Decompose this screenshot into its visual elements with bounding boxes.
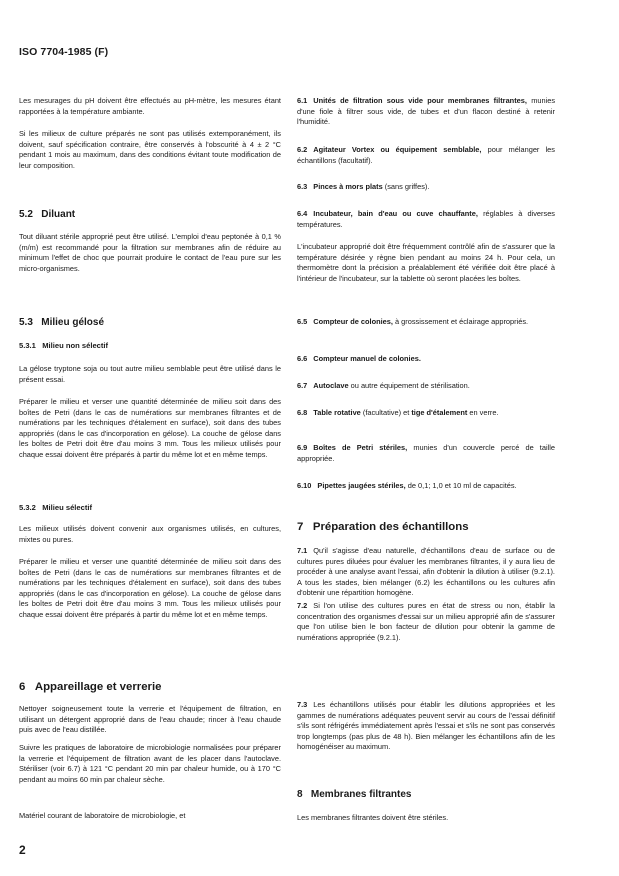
paragraph-incubateur: L'incubateur approprié doit être fréquemment contrôlé afin de s'assurer que la température désirée y règne bien pendant au moins 24 h. Pour cela, un thermomètre dont la précision a préalablement été vérifiée doit être placé à l'intérieur de l'incubateur, sur la tablette où seront placées les boîtes. (297, 242, 555, 283)
section-number: 7 (297, 521, 304, 533)
document-header: ISO 7704-1985 (F) (19, 46, 109, 58)
item-6-10: 6.10 Pipettes jaugées stériles, de 0,1; 1,0 et 10 ml de capacités. (297, 481, 517, 490)
paragraph-tryptone: La gélose tryptone soja ou tout autre milieu semblable peut être utilisé dans le présent essai. (19, 364, 281, 384)
item-6-6: 6.6 Compteur manuel de colonies. (297, 354, 421, 363)
item-6-8: 6.8 Table rotative (facultative) et tige d'étalement en verre. (297, 408, 499, 417)
section-title: Diluant (41, 209, 76, 220)
section-number: 5.3 (19, 317, 33, 328)
paragraph-membranes: Les membranes filtrantes doivent être stériles. (297, 813, 449, 822)
section-heading-8 (297, 789, 412, 800)
subsection-number: 5.3.1 (19, 341, 36, 350)
paragraph-7-3: 7.3 Les échantillons utilisés pour établir les dilutions appropriées et les gammes de numérations adéquates peuvent servir au cours de l'essai définitif s'ils sont réfrigérés immédiatement après l'essai et s'ils ne sont pas conservés trop longtemps (pas plus de 48 h). Bien mélanger les échantillons afin de les homogénéiser au maximum. (297, 700, 555, 752)
paragraph-milieux-utilises: Les milieux utilisés doivent convenir aux organismes utilisés, en cultures, mixtes ou pures. (19, 524, 281, 544)
paragraph-preparation-non-selectif: Préparer le milieu et verser une quantité déterminée de milieu soit dans des boîtes de Petri (dans le cas de numérations sur membranes filtrantes et de numérations par les techniques d'étalement en surface), soit dans des tubes appropriés (dans le cas d'incorporation en gélose). La couche de gélose dans les boîtes de Petri doit être d'au moins 3 mm. Tous les milieux utilisés pour chaque essai doivent être préparés à partir du même lot et en même temps. (19, 397, 281, 459)
section-heading-5-3 (19, 317, 104, 328)
subsection-heading-5-3-2 (19, 503, 92, 512)
paragraph-nettoyage: Nettoyer soigneusement toute la verrerie et l'équipement de filtration, en utilisant un détergent approprié dans de l'eau chaude; rincer à l'eau chaude puis avec de l'eau distillée. (19, 704, 281, 735)
paragraph-diluant: Tout diluant stérile approprié peut être utilisé. L'emploi d'eau peptonée à 0,1 % (m/m) est recommandé pour la filtration sur membranes afin de réduire au minimum l'effet de choc que pourrait produire le contact de l'eau pure sur les micro-organismes. (19, 232, 281, 273)
item-6-1: 6.1 Unités de filtration sous vide pour membranes filtrantes, munies d'une fiole à filtrer sous vide, de tubes et d'un flacon destiné à retenir l'humidité. (297, 96, 556, 127)
section-number: 6 (19, 681, 26, 693)
section-heading-6 (19, 681, 161, 693)
item-6-2: 6.2 Agitateur Vortex ou équipement semblable, pour mélanger les échantillons (facultatif). (297, 145, 555, 165)
paragraph-materiel: Matériel courant de laboratoire de microbiologie, et (19, 811, 186, 820)
section-title: Milieu gélosé (41, 317, 105, 328)
item-6-3: 6.3 Pinces à mors plats (sans griffes). (297, 182, 430, 191)
paragraph-7-1: 7.1 Qu'il s'agisse d'eau naturelle, d'échantillons d'eau de surface ou de cultures pures diluées pour évaluer les membranes filtrantes, il y aura lieu de procéder à une analyse avant l'essai, afin d'obtenir la dilution à utiliser (9.2.1). A tous les stades, bien mélanger (6.2) les échantillons ou les cultures afin d'obtenir une répartition homogène. (297, 546, 555, 598)
subsection-title: Milieu sélectif (42, 503, 93, 512)
paragraph-7-2: 7.2 Si l'on utilise des cultures pures en état de stress ou non, établir la concentration des organismes d'essai sur un milieu approprié afin de s'assurer que l'on utilise bien le bon facteur de dilution pour obtenir la gamme de numérations appropriée (9.2.1). (297, 601, 555, 642)
section-title: Préparation des échantillons (312, 521, 469, 533)
section-title: Membranes filtrantes (310, 789, 412, 800)
item-6-9: 6.9 Boîtes de Petri stériles, munies d'un couvercle percé de taille appropriée. (297, 443, 555, 463)
section-number: 5.2 (19, 209, 33, 220)
paragraph-ph: Les mesurages du pH doivent être effectués au pH-mètre, les mesures étant rapportées à la température ambiante. (19, 96, 281, 116)
paragraph-sterilisation: Suivre les pratiques de laboratoire de microbiologie normalisées pour préparer la verrerie et l'équipement de filtration avant de les placer dans l'autoclave. Stériliser (voir 6.7) à 121 °C pendant 20 min par chaleur humide, ou à 170 °C pendant au moins 60 min par chaleur sèche. (19, 743, 281, 784)
section-title: Appareillage et verrerie (34, 681, 162, 693)
subsection-heading-5-3-1 (19, 341, 108, 350)
paragraph-preparation-selectif: Préparer le milieu et verser une quantité déterminée de milieu soit dans des boîtes de Petri (dans le cas de numérations sur membranes filtrantes et de numérations par les techniques d'étalement en surface), soit dans des tubes appropriés (dans le cas d'incorporation en gélose). La couche de gélose dans les boîtes de Petri doit être d'au moins 3 mm. Tous les milieux utilisés pour chaque essai doivent être préparés à partir du même lot et en même temps. (19, 557, 281, 619)
page-number: 2 (19, 843, 26, 857)
item-6-4: 6.4 Incubateur, bain d'eau ou cuve chauffante, réglables à diverses températures. (297, 209, 556, 229)
paragraph-storage: Si les milieux de culture préparés ne sont pas utilisés extemporanément, ils doivent, sauf spécification contraire, être conservés à l'obscurité à 4 ± 2 °C pendant 1 mois au maximum, dans des conditions évitant toute modification de leur composition. (19, 129, 281, 170)
subsection-title: Milieu non sélectif (42, 341, 109, 350)
section-number: 8 (297, 789, 303, 800)
item-6-7: 6.7 Autoclave ou autre équipement de stérilisation. (297, 381, 470, 390)
section-heading-5-2 (19, 209, 75, 220)
subsection-number: 5.3.2 (19, 503, 36, 512)
item-6-5: 6.5 Compteur de colonies, à grossissement et éclairage appropriés. (297, 317, 529, 326)
section-heading-7 (297, 521, 469, 533)
